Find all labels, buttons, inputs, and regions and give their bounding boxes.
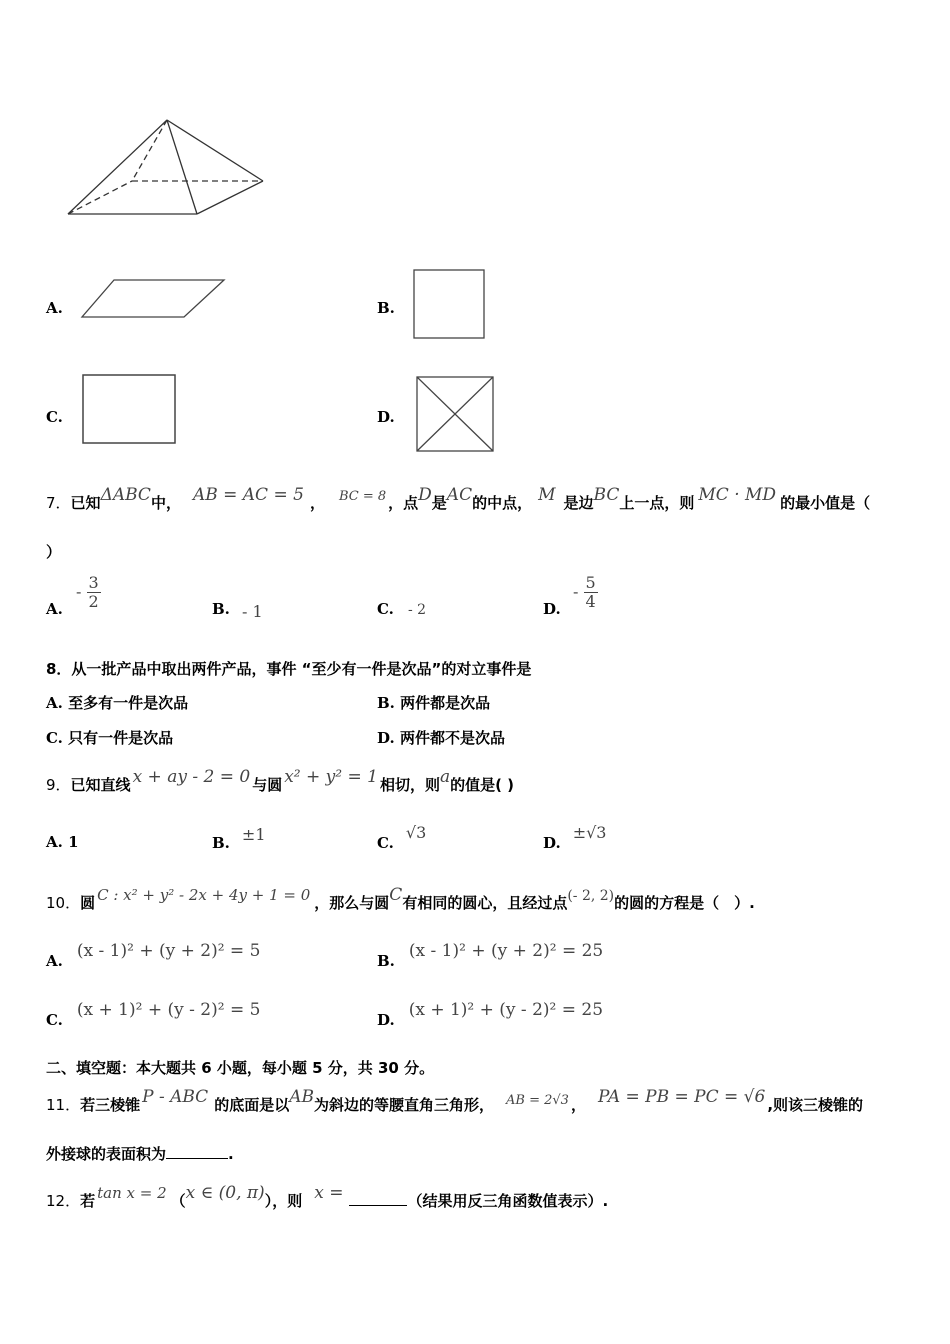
q11-math: AB xyxy=(289,1087,314,1107)
option-text: 至多有一件是次品 xyxy=(68,694,189,712)
q11-text: 外接球的表面积为 xyxy=(46,1145,167,1163)
q9-math: x² + y² = 1 xyxy=(284,767,378,787)
q11-text: ， xyxy=(570,1096,586,1114)
q7-option-b-label[interactable]: B. xyxy=(212,600,230,618)
q7-text: 的中点， xyxy=(472,494,533,512)
q8-option-a[interactable] xyxy=(46,692,188,713)
option-value: 1 xyxy=(68,833,79,851)
q7-option-a-value xyxy=(76,574,101,611)
q10-option-b[interactable] xyxy=(377,941,604,971)
q7-math: MC · MD xyxy=(698,485,777,505)
q7-option-a-label[interactable]: A. xyxy=(46,600,63,618)
option-label: A. xyxy=(46,952,63,970)
q11-number: 11． xyxy=(46,1096,81,1114)
q9-option-b[interactable] xyxy=(212,825,266,852)
option-value: ±√3 xyxy=(572,823,607,842)
q12-math: tan x = 2 xyxy=(97,1184,167,1202)
q7-text: ，点 xyxy=(388,494,419,512)
q10-math: (- 2, 2) xyxy=(567,888,615,904)
q7-math: AC xyxy=(446,485,473,505)
option-value: ±1 xyxy=(241,825,266,844)
option-label: A. xyxy=(46,833,63,851)
q7-option-d-value xyxy=(573,574,598,611)
answer-blank[interactable] xyxy=(349,1193,407,1206)
q9-text: 的值是( ) xyxy=(450,776,515,794)
q7-text: 的最小值是（ xyxy=(780,494,871,512)
q9-text: 相切，则 xyxy=(379,776,440,794)
minus-sign: - xyxy=(573,582,579,601)
numerator: 5 xyxy=(585,573,596,592)
q9-math: x + ay - 2 = 0 xyxy=(132,767,251,787)
option-label: B. xyxy=(212,834,230,852)
parallelogram-figure xyxy=(78,276,228,321)
q11-text: 的底面是以 xyxy=(214,1096,290,1114)
q8-stem: 8．从一批产品中取出两件产品，事件 “至少有一件是次品”的对立事件是 xyxy=(46,660,532,678)
q12-math: x = xyxy=(314,1183,344,1203)
q11-math: P - ABC xyxy=(142,1087,209,1107)
q10-stem xyxy=(46,885,755,913)
q10-option-d[interactable] xyxy=(377,1000,604,1030)
square-diagonals-figure xyxy=(414,374,496,454)
q10-math: C xyxy=(389,885,403,905)
q10-text: ，那么与圆 xyxy=(314,894,390,912)
q7-math: AB = AC = 5 xyxy=(192,485,304,505)
option-text: 只有一件是次品 xyxy=(68,729,174,747)
denominator: 4 xyxy=(585,592,596,611)
q11-stem xyxy=(46,1087,864,1115)
q7-math: BC = 8 xyxy=(338,489,387,504)
q9-option-c[interactable] xyxy=(377,823,427,852)
q7-text: 中， xyxy=(150,494,181,512)
q9-option-d[interactable] xyxy=(543,823,607,852)
q11-text: . xyxy=(228,1145,234,1163)
option-label: D. xyxy=(377,729,395,747)
option-label: C. xyxy=(46,729,63,747)
square-figure xyxy=(411,267,487,341)
q7-option-d-label[interactable]: D. xyxy=(543,600,561,618)
option-label: C. xyxy=(46,1011,63,1029)
q9-math: a xyxy=(439,767,451,787)
option-value: (x - 1)² + (y + 2)² = 25 xyxy=(408,941,604,961)
q8-option-c[interactable] xyxy=(46,727,173,748)
q11-text: ,则该三棱锥的 xyxy=(767,1096,864,1114)
option-value: (x + 1)² + (y - 2)² = 25 xyxy=(408,1000,604,1020)
q12-stem xyxy=(46,1183,609,1211)
option-label: B. xyxy=(377,694,395,712)
q7-text: 上一点，则 xyxy=(619,494,695,512)
q9-option-a[interactable] xyxy=(46,833,79,851)
q12-text: 若 xyxy=(80,1192,96,1210)
option-text: 两件都是次品 xyxy=(400,694,491,712)
q7-number: 7． xyxy=(46,494,71,512)
minus-sign: - xyxy=(76,582,82,601)
q9-number: 9． xyxy=(46,776,71,794)
q8-option-d[interactable] xyxy=(377,727,505,748)
q6-option-c-label[interactable]: C. xyxy=(46,408,63,426)
q12-number: 12． xyxy=(46,1192,81,1210)
q7-math: BC xyxy=(593,485,620,505)
q10-option-a[interactable] xyxy=(46,941,261,971)
q7-stem xyxy=(46,485,871,513)
q12-math: x ∈ (0, π) xyxy=(185,1183,265,1203)
q12-text: ），则 xyxy=(264,1192,303,1210)
q6-option-d-label[interactable]: D. xyxy=(377,408,395,426)
option-label: D. xyxy=(543,834,561,852)
numerator: 3 xyxy=(88,573,99,592)
q10-text: 的圆的方程是（ ）. xyxy=(614,894,755,912)
q11-text: 为斜边的等腰直角三角形， xyxy=(314,1096,495,1114)
q11-math: PA = PB = PC = √6 xyxy=(597,1087,766,1107)
q11-text: 若三棱锥 xyxy=(80,1096,141,1114)
q7-text: 是 xyxy=(431,494,447,512)
q7-close-paren: ） xyxy=(46,543,62,561)
option-value: (x + 1)² + (y - 2)² = 5 xyxy=(76,1000,261,1020)
section-heading: 二、填空题：本大题共 6 小题，每小题 5 分，共 30 分。 xyxy=(46,1059,435,1077)
q10-math: C : x² + y² - 2x + 4y + 1 = 0 xyxy=(97,886,311,904)
q7-text: 是边 xyxy=(563,494,594,512)
q12-text: （ xyxy=(170,1192,186,1210)
q10-text: 有相同的圆心，且经过点 xyxy=(402,894,568,912)
q12-text: （结果用反三角函数值表示）. xyxy=(407,1192,609,1210)
q11-math: AB = 2√3 xyxy=(506,1093,569,1108)
option-text: 两件都不是次品 xyxy=(399,729,505,747)
option-value: √3 xyxy=(405,823,427,842)
q7-math: ΔABC xyxy=(100,485,151,505)
q6-option-b-label[interactable]: B. xyxy=(377,299,395,317)
q7-option-c-label[interactable]: C. xyxy=(377,600,394,618)
q7-text: ， xyxy=(309,494,325,512)
q7-option-b-value: - 1 xyxy=(242,602,263,621)
answer-blank[interactable] xyxy=(166,1146,228,1159)
q7-math: D xyxy=(418,485,432,505)
option-label: A. xyxy=(46,694,63,712)
q10-option-c[interactable] xyxy=(46,1000,261,1030)
q9-stem xyxy=(46,767,515,795)
option-label: D. xyxy=(377,1011,395,1029)
q8-option-b[interactable] xyxy=(377,692,490,713)
q7-math: M xyxy=(538,485,556,505)
q9-text: 已知直线 xyxy=(70,776,131,794)
q10-number: 10． xyxy=(46,894,81,912)
rectangle-figure xyxy=(80,372,178,446)
q9-text: 与圆 xyxy=(252,776,283,794)
pyramid-figure xyxy=(60,110,330,230)
q7-text: 已知 xyxy=(70,494,101,512)
q6-option-a-label[interactable]: A. xyxy=(46,299,63,317)
denominator: 2 xyxy=(88,592,99,611)
q10-text: 圆 xyxy=(80,894,96,912)
option-label: B. xyxy=(377,952,395,970)
option-value: (x - 1)² + (y + 2)² = 5 xyxy=(76,941,261,961)
q7-option-c-value: - 2 xyxy=(408,602,427,618)
option-label: C. xyxy=(377,834,394,852)
q11-line2 xyxy=(46,1143,234,1164)
